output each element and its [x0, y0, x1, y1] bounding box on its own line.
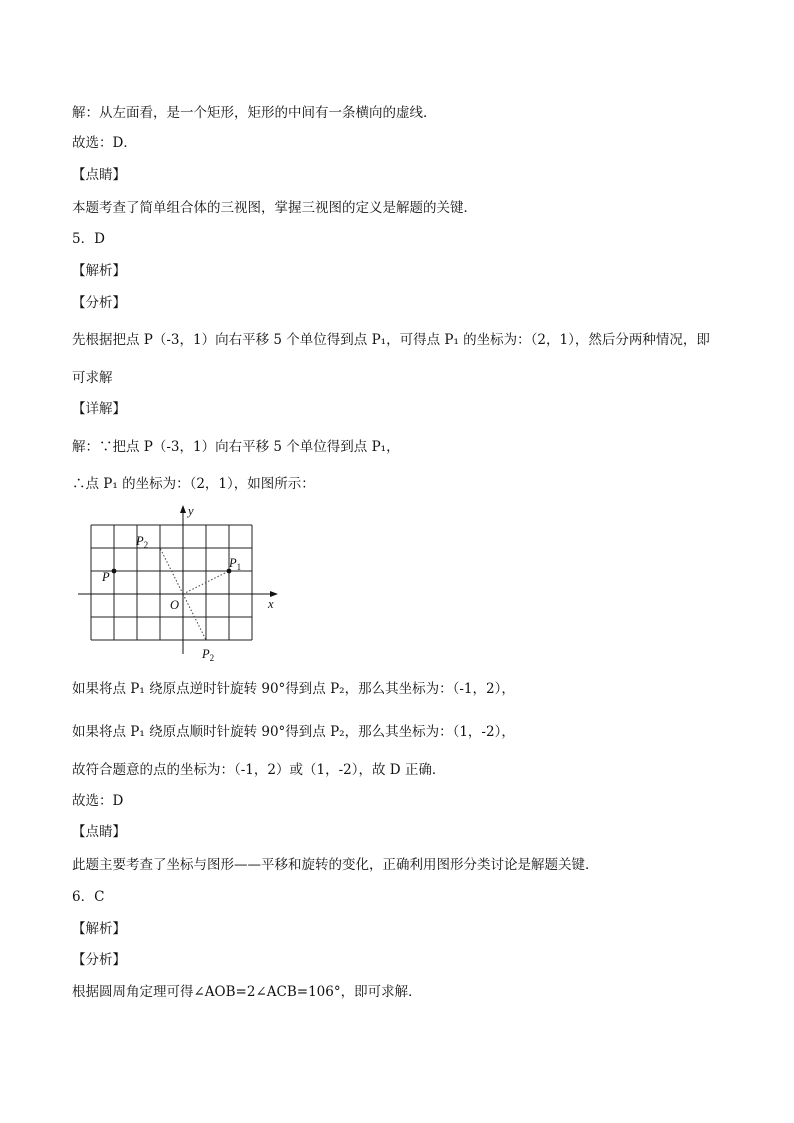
- text-line: 故选：D．: [72, 135, 137, 151]
- text-line: 解：∵把点 P（-3，1）向右平移 5 个单位得到点 P₁，: [72, 439, 400, 455]
- point-label: $P_2$: [136, 534, 149, 550]
- point-label: P: [102, 570, 110, 584]
- text-line: 故选：D: [72, 793, 124, 809]
- point-label-subscript: 2: [143, 540, 149, 550]
- section-heading: 【点睛】: [72, 824, 126, 840]
- section-heading: 【解析】: [72, 921, 126, 937]
- text-line: 解：从左面看，是一个矩形，矩形的中间有一条横向的虚线．: [72, 105, 437, 121]
- text-line: 此题主要考查了坐标与图形——平移和旋转的变化，正确利用图形分类讨论是解题关键．: [72, 857, 599, 873]
- x-axis-label: x: [268, 597, 274, 611]
- text-line: 根据圆周角定理可得∠AOB=2∠ACB=106°，即可求解．: [72, 984, 422, 1000]
- text-line: 如果将点 P₁ 绕原点逆时针旋转 90°得到点 P₂，那么其坐标为：（-1，2），: [72, 681, 515, 697]
- coordinate-grid-figure: [76, 503, 276, 663]
- y-axis-label: y: [188, 504, 194, 518]
- text-line: 先根据把点 P（-3，1）向右平移 5 个单位得到点 P₁，可得点 P₁ 的坐标为：（2，1），然后分两种情况，即: [72, 332, 710, 348]
- section-heading: 【解析】: [72, 263, 126, 279]
- question-answer: 6．C: [72, 889, 105, 905]
- section-heading: 【点睛】: [72, 167, 126, 183]
- text-line: ∴点 P₁ 的坐标为：（2，1），如图所示：: [72, 476, 315, 492]
- section-heading: 【分析】: [72, 295, 126, 311]
- text-line: 本题考查了简单组合体的三视图，掌握三视图的定义是解题的关键．: [72, 200, 477, 216]
- point-label-subscript: 2: [209, 653, 215, 663]
- section-heading: 【详解】: [72, 401, 126, 417]
- text-line: 如果将点 P₁ 绕原点顺时针旋转 90°得到点 P₂，那么其坐标为：（1，-2），: [72, 724, 515, 740]
- point-label: $P_1$: [229, 556, 242, 572]
- point-label: $P_2$: [202, 647, 215, 663]
- text-line: 可求解: [72, 370, 113, 386]
- point-marker: [112, 569, 117, 574]
- point-label-subscript: 1: [236, 562, 242, 572]
- y-axis-arrow: [180, 505, 186, 513]
- section-heading: 【分析】: [72, 952, 126, 968]
- question-answer: 5．D: [72, 231, 105, 247]
- text-line: 故符合题意的点的坐标为：（-1，2）或（1，-2），故 D 正确．: [72, 762, 446, 778]
- coordinate-grid: [76, 503, 276, 663]
- origin-label: O: [170, 598, 180, 612]
